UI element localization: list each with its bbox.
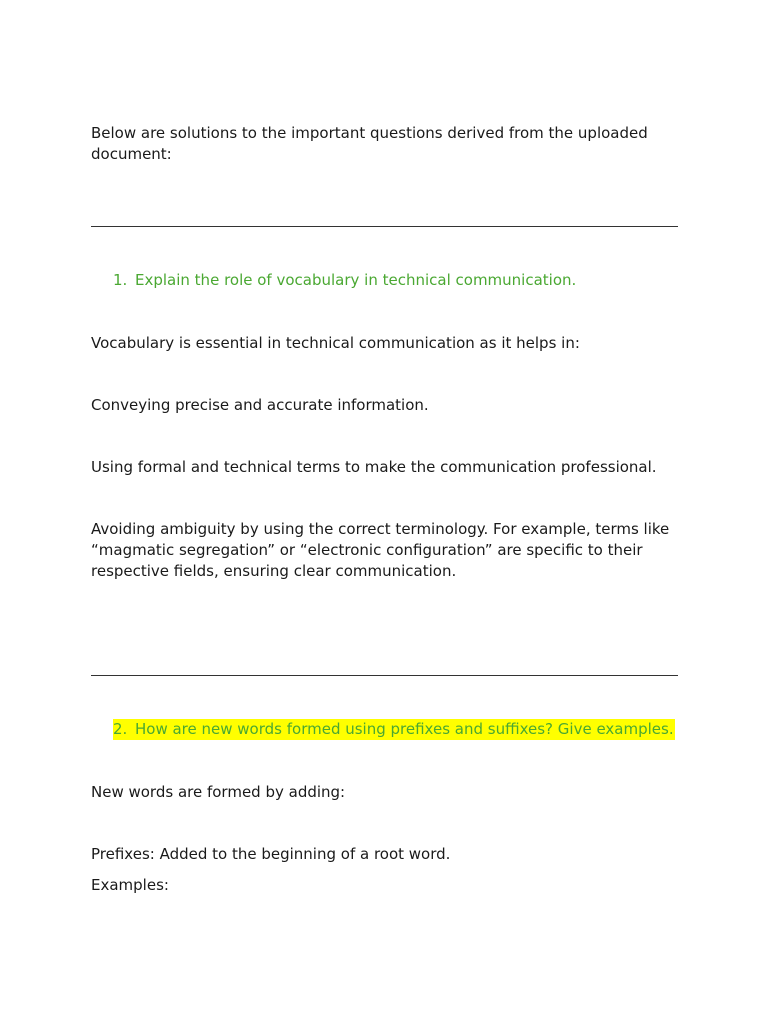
answer-paragraph: New words are formed by adding:: [91, 783, 346, 801]
question-number: 1.: [113, 271, 128, 289]
answer-paragraph: Avoiding ambiguity by using the correct terminology. For example, terms like “magmatic segregation” or “electronic configuration” are specific to their respective fields, ensuring clear communication.: [91, 520, 670, 580]
intro-paragraph: Below are solutions to the important questions derived from the uploaded document:: [91, 124, 648, 163]
answer-paragraph: Using formal and technical terms to make the communication professional.: [91, 458, 657, 476]
question-heading-2: [113, 719, 675, 740]
question-heading-1: [113, 270, 576, 291]
question-number: 2.: [113, 720, 128, 738]
answer-paragraph: Examples:: [91, 876, 169, 894]
answer-paragraph: Prefixes: Added to the beginning of a root word.: [91, 845, 451, 863]
answer-paragraph: Conveying precise and accurate information.: [91, 396, 429, 414]
question-text: How are new words formed using prefixes and suffixes? Give examples.: [135, 720, 674, 738]
answer-paragraph: Vocabulary is essential in technical communication as it helps in:: [91, 334, 580, 352]
question-text: Explain the role of vocabulary in technical communication.: [135, 271, 577, 289]
horizontal-divider: [91, 675, 678, 676]
horizontal-divider: [91, 226, 678, 227]
